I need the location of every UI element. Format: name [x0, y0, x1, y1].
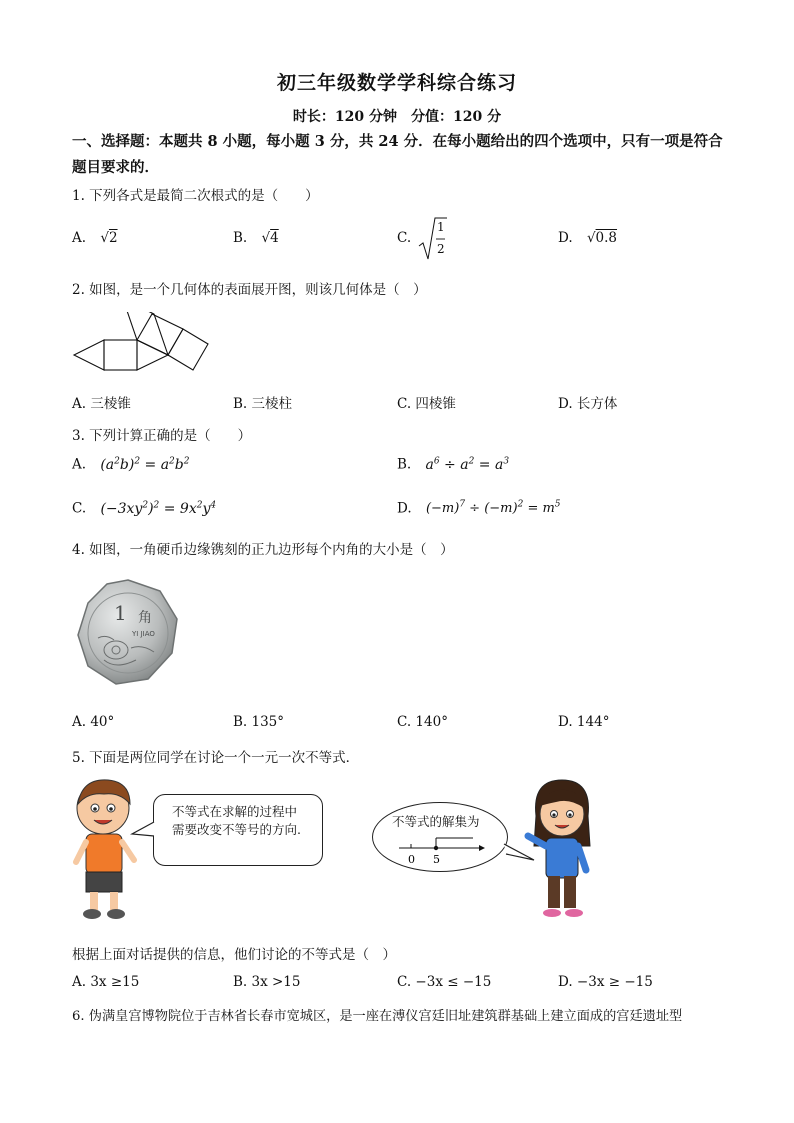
q2-option-c[interactable]: C. 四棱锥: [397, 396, 456, 412]
q5-option-c[interactable]: C. −3x ≤ −15: [397, 974, 492, 990]
boy-illustration: [68, 776, 144, 926]
q3-option-b[interactable]: B. $a^6 \div a^2 = a^3$: [397, 456, 510, 473]
prism-net-diagram: [72, 312, 212, 374]
q5-option-a[interactable]: A. 3x ≥15: [72, 974, 140, 990]
fraction-numerator: 1: [437, 220, 445, 234]
q1-option-d[interactable]: D. √0.8: [558, 230, 618, 246]
q3-option-d[interactable]: D. $(-m)^7 \div (-m)^2 = m^5$: [397, 500, 561, 517]
fraction-denominator: 2: [437, 242, 445, 256]
speech-bubble-left: [153, 794, 323, 866]
coin-denomination: 1: [114, 601, 127, 625]
question-1-stem: 1. 下列各式是最简二次根式的是（ ）: [72, 188, 319, 204]
q1-option-a[interactable]: A. √2: [72, 230, 118, 246]
coin-unit: 角: [138, 610, 152, 626]
coin-image: [76, 578, 180, 690]
page-title: 初三年级数学学科综合练习: [276, 72, 517, 94]
q4-option-c[interactable]: C. 140°: [397, 714, 448, 730]
q5-option-b[interactable]: B. 3x >15: [233, 974, 301, 990]
coin-pinyin: YI JIAO: [132, 630, 155, 638]
q3-option-a[interactable]: A. $(a^2b)^2 = a^2b^2$: [72, 456, 190, 473]
section-heading: 一、选择题：本题共 8 小题，每小题 3 分，共 24 分．在每小题给出的四个选项中，只有一项是符合题目要求的．: [72, 133, 723, 176]
radicand: 4: [270, 230, 279, 246]
option-label: C.: [397, 230, 412, 246]
q2-option-d[interactable]: D. 长方体: [558, 396, 618, 412]
question-5-followup: 根据上面对话提供的信息，他们讨论的不等式是（ ）: [72, 947, 396, 963]
q3-option-c[interactable]: C. $(-3xy^2)^2 = 9x^2y^4$: [72, 500, 217, 517]
speech-bubble-left-text: 不等式在求解的过程中需要改变不等号的方向.: [172, 804, 301, 837]
q2-option-a[interactable]: A. 三棱锥: [72, 396, 131, 412]
question-2-stem: 2. 如图，是一个几何体的表面展开图，则该几何体是（ ）: [72, 282, 427, 298]
question-6-stem: 6. 伪满皇宫博物院位于吉林省长春市宽城区，是一座在溥仪宫廷旧址建筑群基础上建立面成的宫廷遗址型: [72, 1009, 683, 1024]
option-label: C.: [72, 500, 87, 517]
option-label: A.: [72, 230, 87, 246]
option-label: B.: [397, 456, 412, 473]
question-5-stem: 5. 下面是两位同学在讨论一个一元一次不等式．: [72, 750, 360, 766]
axis-label-five: 5: [433, 853, 440, 866]
question-3-stem: 3. 下列计算正确的是（ ）: [72, 428, 252, 444]
axis-label-zero: 0: [408, 853, 415, 866]
option-label: B.: [233, 230, 248, 246]
number-line-diagram: [395, 836, 487, 866]
option-label: A.: [72, 456, 87, 473]
q4-option-a[interactable]: A. 40°: [72, 714, 115, 730]
q5-option-d[interactable]: D. −3x ≥ −15: [558, 974, 653, 990]
question-4-stem: 4. 如图，一角硬币边缘镌刻的正九边形每个内角的大小是（ ）: [72, 542, 454, 558]
q4-option-d[interactable]: D. 144°: [558, 714, 610, 730]
q4-option-b[interactable]: B. 135°: [233, 714, 285, 730]
page-subtitle: 时长：120 分钟 分值：120 分: [292, 109, 502, 125]
option-label: D.: [397, 500, 412, 517]
option-label: D.: [558, 230, 573, 246]
bubble-tail-left: [130, 820, 156, 840]
radicand: 2: [108, 230, 118, 246]
q1-option-b[interactable]: B. √4: [233, 230, 279, 246]
speech-bubble-right-text: 不等式的解集为: [392, 814, 480, 829]
radicand: 0.8: [595, 230, 618, 246]
q2-option-b[interactable]: B. 三棱柱: [233, 396, 293, 412]
girl-illustration: [522, 776, 602, 924]
